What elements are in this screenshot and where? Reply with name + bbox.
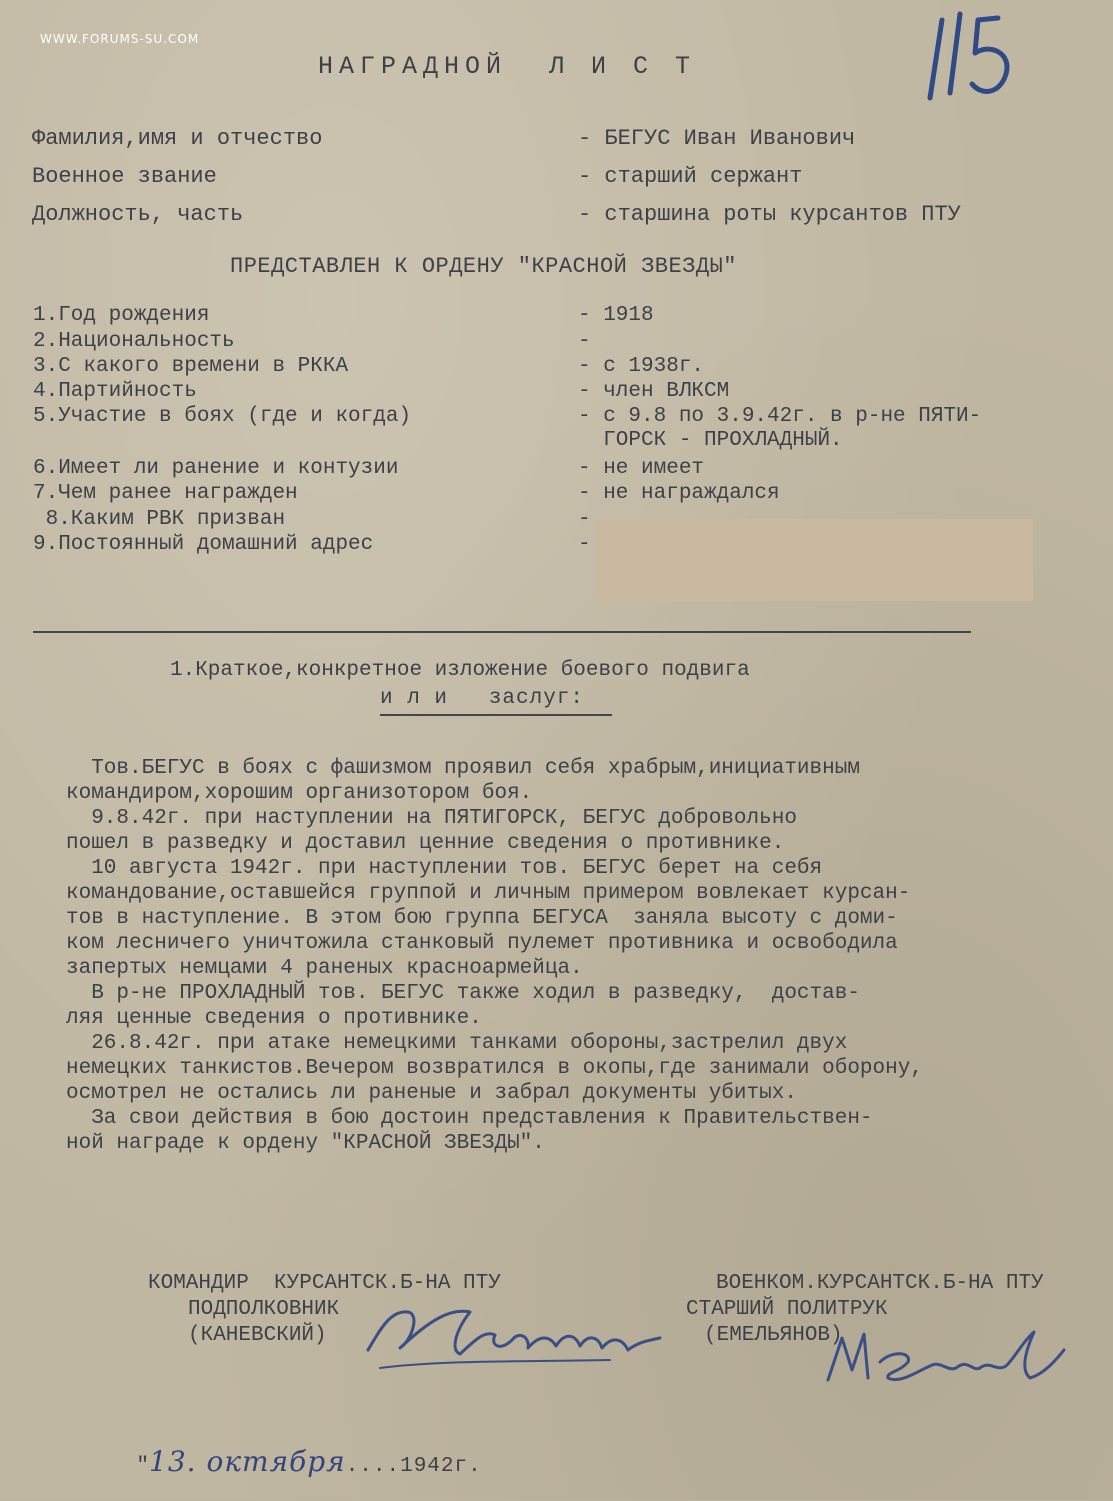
question-value: - 1918 — [578, 304, 654, 327]
document-date — [86, 1422, 482, 1501]
question-value: - с 1938г. — [578, 355, 705, 378]
narrative-line: запертых немцами 4 раненых красноармейца. — [66, 957, 583, 980]
rank-value: - старший сержант — [578, 164, 803, 189]
left-signatory-name: (КАНЕВСКИЙ) — [188, 1324, 327, 1347]
date-handwritten: 13. октября — [149, 1445, 346, 1478]
question-label: 4.Партийность — [33, 380, 197, 403]
narrative-line: тов в наступление. В этом бою группа БЕГУСА заняла высоту с доми- — [66, 907, 898, 930]
question-label: 8.Каким РВК призван — [33, 508, 286, 531]
question-label: 1.Год рождения — [33, 304, 210, 327]
narrative-line: осмотрел не остались ли раненые и забрал документы убитых. — [66, 1082, 797, 1105]
name-label: Фамилия,имя и отчество — [32, 126, 323, 151]
narrative-line: немецких танкистов.Вечером возвратился в окопы,где занимали оборону, — [66, 1057, 923, 1080]
question-label: 7.Чем ранее награжден — [33, 482, 298, 505]
section-heading: 1.Краткое,конкретное изложение боевого подвига — [170, 659, 750, 682]
question-label: 9.Постоянный домашний адрес — [33, 533, 374, 556]
question-label: 3.С какого времени в РККА — [33, 355, 349, 378]
question-value: - — [578, 533, 591, 556]
narrative-line: ляя ценные сведения о противнике. — [66, 1007, 482, 1030]
question-value: - с 9.8 по 3.9.42г. в р-не ПЯТИ- ГОРСК - ПРОХЛАДНЫЙ. — [578, 405, 982, 452]
narrative-line: 26.8.42г. при атаке немецкими танками обороны,застрелил двух — [66, 1032, 848, 1055]
narrative-line: командиром,хорошим организотором боя. — [66, 782, 533, 805]
question-label: 6.Имеет ли ранение и контузии — [33, 457, 399, 480]
redacted-address — [596, 519, 1033, 601]
date-open-quote: " — [136, 1455, 150, 1478]
narrative-line: За свои действия в бою достоин представления к Правительствен- — [66, 1107, 873, 1130]
narrative-line: командование,оставшейся группой и личным примером вовлекает курсан- — [66, 882, 911, 905]
right-signatory-rank: СТАРШИЙ ПОЛИТРУК — [686, 1298, 888, 1321]
question-value: - не имеет — [578, 457, 705, 480]
left-signatory-title: КОМАНДИР КУРСАНТСК.Б-НА ПТУ — [148, 1272, 501, 1295]
award-presented-heading: ПРЕДСТАВЛЕН К ОРДЕНУ "КРАСНОЙ ЗВЕЗДЫ" — [230, 254, 737, 279]
right-handwritten-signature — [820, 1320, 1070, 1400]
left-handwritten-signature — [360, 1290, 670, 1380]
position-value: - старшина роты курсантов ПТУ — [578, 202, 961, 227]
handwritten-number-stamp — [920, 8, 1040, 108]
narrative-line: 9.8.42г. при наступлении на ПЯТИГОРСК, БЕГУС добровольно — [66, 807, 797, 830]
subheading-underline — [380, 714, 612, 716]
narrative-line: В р-не ПРОХЛАДНЫЙ тов. БЕГУС также ходил в разведку, достав- — [66, 982, 860, 1005]
narrative-line: Тов.БЕГУС в боях с фашизмом проявил себя храбрым,инициативным — [66, 757, 860, 780]
divider — [33, 631, 971, 633]
left-signatory-rank: ПОДПОЛКОВНИК — [188, 1298, 340, 1321]
watermark-text: WWW.FORUMS-SU.COM — [40, 32, 200, 46]
question-label: 2.Национальность — [33, 330, 235, 353]
narrative-line: пошел в разведку и доставил ценние сведения о противнике. — [66, 832, 785, 855]
narrative-line: ком лесничего уничтожила станковый пулемет противника и освободила — [66, 932, 898, 955]
position-label: Должность, часть — [32, 202, 244, 227]
date-typed: ....1942г. — [345, 1455, 482, 1478]
rank-label: Военное звание — [32, 164, 217, 189]
question-value: - — [578, 330, 591, 353]
right-signatory-title: ВОЕНКОМ.КУРСАНТСК.Б-НА ПТУ — [716, 1272, 1044, 1295]
question-label: 5.Участие в боях (где и когда) — [33, 405, 412, 428]
question-value: - — [578, 508, 591, 531]
narrative-line: ной награде к ордену "КРАСНОЙ ЗВЕЗДЫ". — [66, 1132, 545, 1155]
question-value: - не награждался — [578, 482, 780, 505]
name-value: - БЕГУС Иван Иванович — [578, 126, 856, 151]
section-subheading: и л и заслуг: — [380, 687, 585, 710]
narrative-line: 10 августа 1942г. при наступлении тов. БЕГУС берет на себя — [66, 857, 823, 880]
document-title: НАГРАДНОЙ Л И С Т — [318, 52, 697, 81]
question-value: - член ВЛКСМ — [578, 380, 730, 403]
right-signatory-name: (ЕМЕЛЬЯНОВ) — [704, 1324, 843, 1347]
